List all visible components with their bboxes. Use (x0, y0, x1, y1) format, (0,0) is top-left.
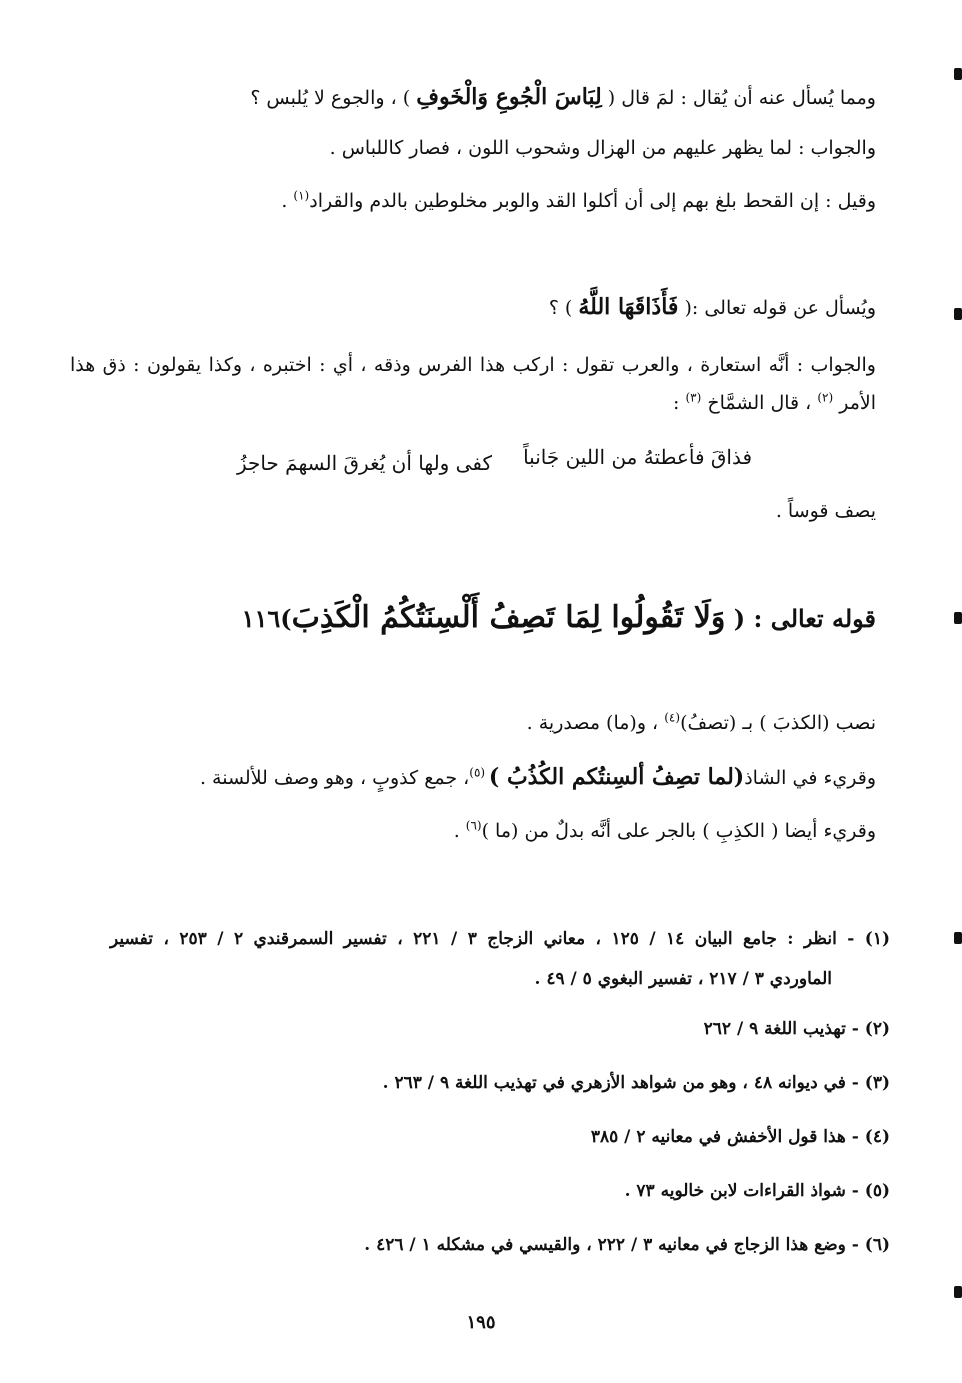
scan-edge-mark (954, 308, 962, 320)
section2-line3 (673, 386, 876, 420)
text: : (673, 392, 686, 414)
poem-second-hemistich: كفى ولها أن يُغرقَ السهمَ حاجزُ (236, 451, 492, 475)
text: ، و(ما) مصدرية . (526, 712, 665, 734)
text: وقيل : إن القحط بلغ بهم إلى أن أكلوا القد والوبر مخلوطين بالدم والقراد (309, 190, 876, 212)
scan-edge-mark (954, 612, 962, 624)
footnote-ref: (٤) (664, 710, 681, 725)
text: . (453, 820, 466, 842)
footnote-1-line1: (١) - انظر : جامع البيان ١٤ / ١٢٥ ، معاني الزجاج ٣ / ٢٢١ ، تفسير السمرقندي ٢ / ٢٥٣ ، تفسير (110, 929, 891, 949)
section3-line3 (454, 814, 876, 848)
text: ، جمع كذوبٍ ، وهو وصف للألسنة . (199, 767, 470, 789)
ayah-number: )١١٦ (241, 604, 292, 633)
poem-first-hemistich: فذاقَ فأعطتهُ من اللين جَانباً (523, 445, 752, 469)
quran-quote: فَأَذَاقَهَا اللَّهُ (578, 294, 679, 320)
footnote-6: (٦) - وضع هذا الزجاج في معانيه ٣ / ٢٢٢ ، والقيسي في مشكله ١ / ٤٢٦ . (364, 1235, 890, 1255)
text: . (281, 190, 294, 212)
page-number: ١٩٥ (466, 1312, 496, 1333)
footnote-ref: (٥) (469, 765, 489, 780)
scan-edge-mark (954, 932, 962, 944)
text: ) ؟ (548, 297, 579, 319)
section2-line5: يصف قوساً . (775, 500, 876, 522)
quran-quote: (لما تصِفُ ألسِنتُكم الكُذُبُ ) (488, 764, 745, 790)
footnote-4: (٤) - هذا قول الأخفش في معانيه ٢ / ٣٨٥ (590, 1127, 890, 1147)
scan-edge-mark (954, 1286, 962, 1298)
section3-line1 (527, 706, 876, 740)
section2-line1 (549, 290, 876, 325)
section1-line1 (250, 80, 876, 115)
footnote-1-line2: الماوردي ٣ / ٢١٧ ، تفسير البغوي ٥ / ٤٩ . (534, 969, 832, 989)
section3-heading (242, 598, 876, 639)
text: ومما يُسأل عنه أن يُقال : لمَ قال ( (601, 87, 876, 109)
text: ، قال الشمَّاخ (701, 392, 818, 414)
quran-ayah: وَلَا تَقُولُوا لِمَا تَصِفُ أَلْسِنَتُكُمُ الْكَذِبَ (291, 600, 726, 635)
text: قوله تعالى : ( (725, 604, 876, 633)
text: ويُسأل عن قوله تعالى :( (678, 297, 876, 319)
text: ) ، والجوع لا يُلبس ؟ (250, 87, 417, 109)
text: الأمر (833, 392, 876, 414)
footnote-ref: (١) (293, 188, 310, 203)
text: نصب (الكذبَ ) بـ (تصفُ) (680, 712, 876, 734)
text: وقريء في الشاذ (744, 767, 876, 789)
section1-line2: والجواب : لما يظهر عليهم من الهزال وشحوب اللون ، فصار كاللباس . (329, 137, 876, 159)
section2-line2: والجواب : أنَّه استعارة ، والعرب تقول : اركب هذا الفرس وذقه ، أي : اختبره ، وكذا يقولون : ذق هذا (70, 354, 876, 376)
text: وقريء أيضا ( الكذِبِ ) بالجر على أنَّه بدلٌ من (ما ) (481, 820, 876, 842)
quran-quote: لِبَاسَ الْجُوعِ وَالْخَوفِ (416, 84, 602, 110)
section1-line3 (281, 184, 876, 218)
section3-line2 (200, 760, 876, 795)
footnote-5: (٥) - شواذ القراءات لابن خالويه ٧٣ . (624, 1181, 890, 1201)
footnote-ref: (٢) (817, 390, 834, 405)
footnote-ref: (٣) (685, 390, 702, 405)
footnote-ref: (٦) (465, 818, 482, 833)
footnote-2: (٢) - تهذيب اللغة ٩ / ٢٦٢ (703, 1019, 890, 1039)
scan-edge-mark (954, 68, 962, 80)
footnote-3: (٣) - في ديوانه ٤٨ ، وهو من شواهد الأزهري في تهذيب اللغة ٩ / ٢٦٣ . (382, 1073, 890, 1093)
